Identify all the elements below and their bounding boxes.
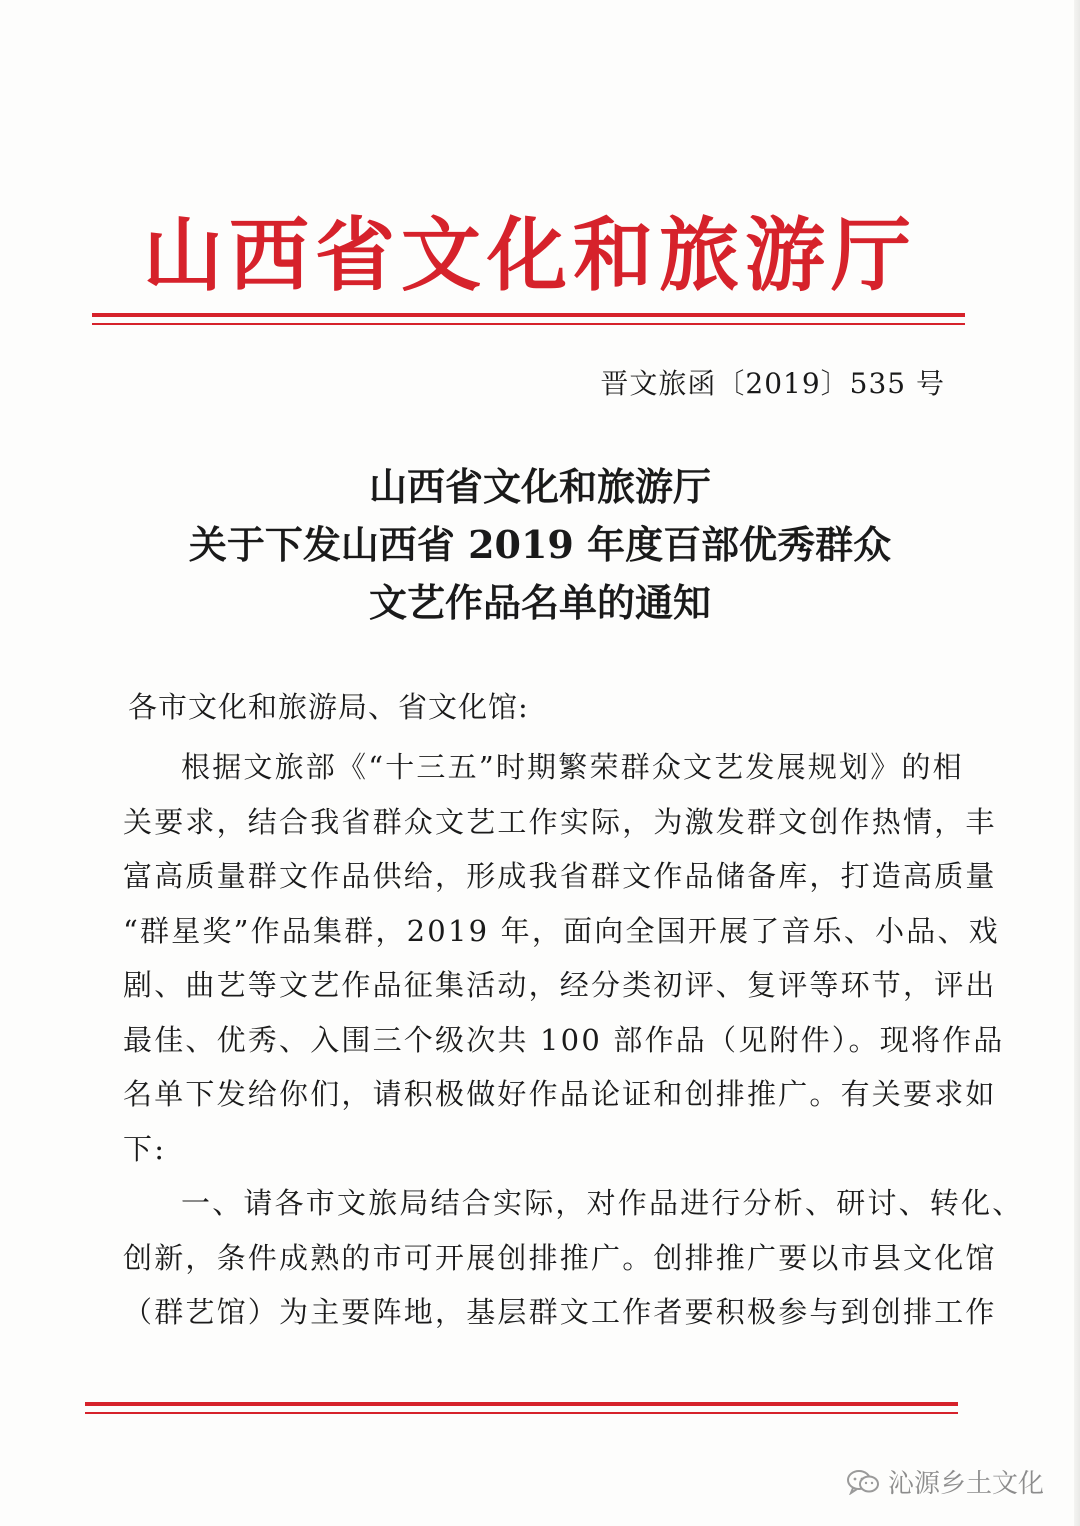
document-number: 晋文旅函〔2019〕535 号 — [600, 367, 945, 400]
body-line: 富高质量群文作品供给，形成我省群文作品储备库，打造高质量 — [123, 859, 997, 893]
watermark — [846, 1463, 1044, 1500]
header-red-rule-thin — [92, 323, 965, 325]
body-line: 创新，条件成熟的市可开展创排推广。创排推广要以市县文化馆 — [123, 1240, 997, 1275]
watermark-text: 沁源乡土文化 — [887, 1469, 1044, 1499]
title-line-1: 山西省文化和旅游厅 — [368, 464, 711, 509]
salutation: 各市文化和旅游局、省文化馆: — [128, 690, 529, 724]
body-line: 关要求，结合我省群众文艺工作实际，为激发群文创作热情，丰 — [123, 804, 997, 839]
title-line-3: 文艺作品名单的通知 — [368, 580, 711, 625]
wechat-icon — [846, 1469, 880, 1495]
agency-header-title: 山西省文化和旅游厅 — [143, 208, 917, 302]
page-edge-shadow — [1074, 0, 1080, 1526]
footer-red-rule-thin — [85, 1412, 958, 1414]
body-line: 剧、曲艺等文艺作品征集活动，经分类初评、复评等环节，评出 — [123, 968, 997, 1002]
body-line: “群星奖”作品集群，2019 年，面向全国开展了音乐、小品、戏 — [123, 913, 1000, 948]
document-title — [100, 458, 980, 632]
body-line: 名单下发给你们，请积极做好作品论证和创排推广。有关要求如 — [123, 1077, 997, 1111]
body-line: 最佳、优秀、入围三个级次共 100 部作品（见附件）。现将作品 — [123, 1022, 1005, 1057]
header-red-rule-thick — [92, 313, 965, 317]
body-line: （群艺馆）为主要阵地，基层群文工作者要积极参与到创排工作 — [123, 1295, 997, 1329]
footer-red-rule-thick — [85, 1402, 958, 1406]
title-line-2: 关于下发山西省 2019 年度百部优秀群众 — [188, 522, 892, 567]
body-text — [123, 740, 1024, 1340]
body-line: 一、请各市文旅局结合实际，对作品进行分析、研讨、转化、 — [181, 1186, 1024, 1220]
body-line: 下: — [123, 1131, 167, 1166]
body-line: 根据文旅部《“十三五”时期繁荣群众文艺发展规划》的相 — [181, 750, 964, 784]
